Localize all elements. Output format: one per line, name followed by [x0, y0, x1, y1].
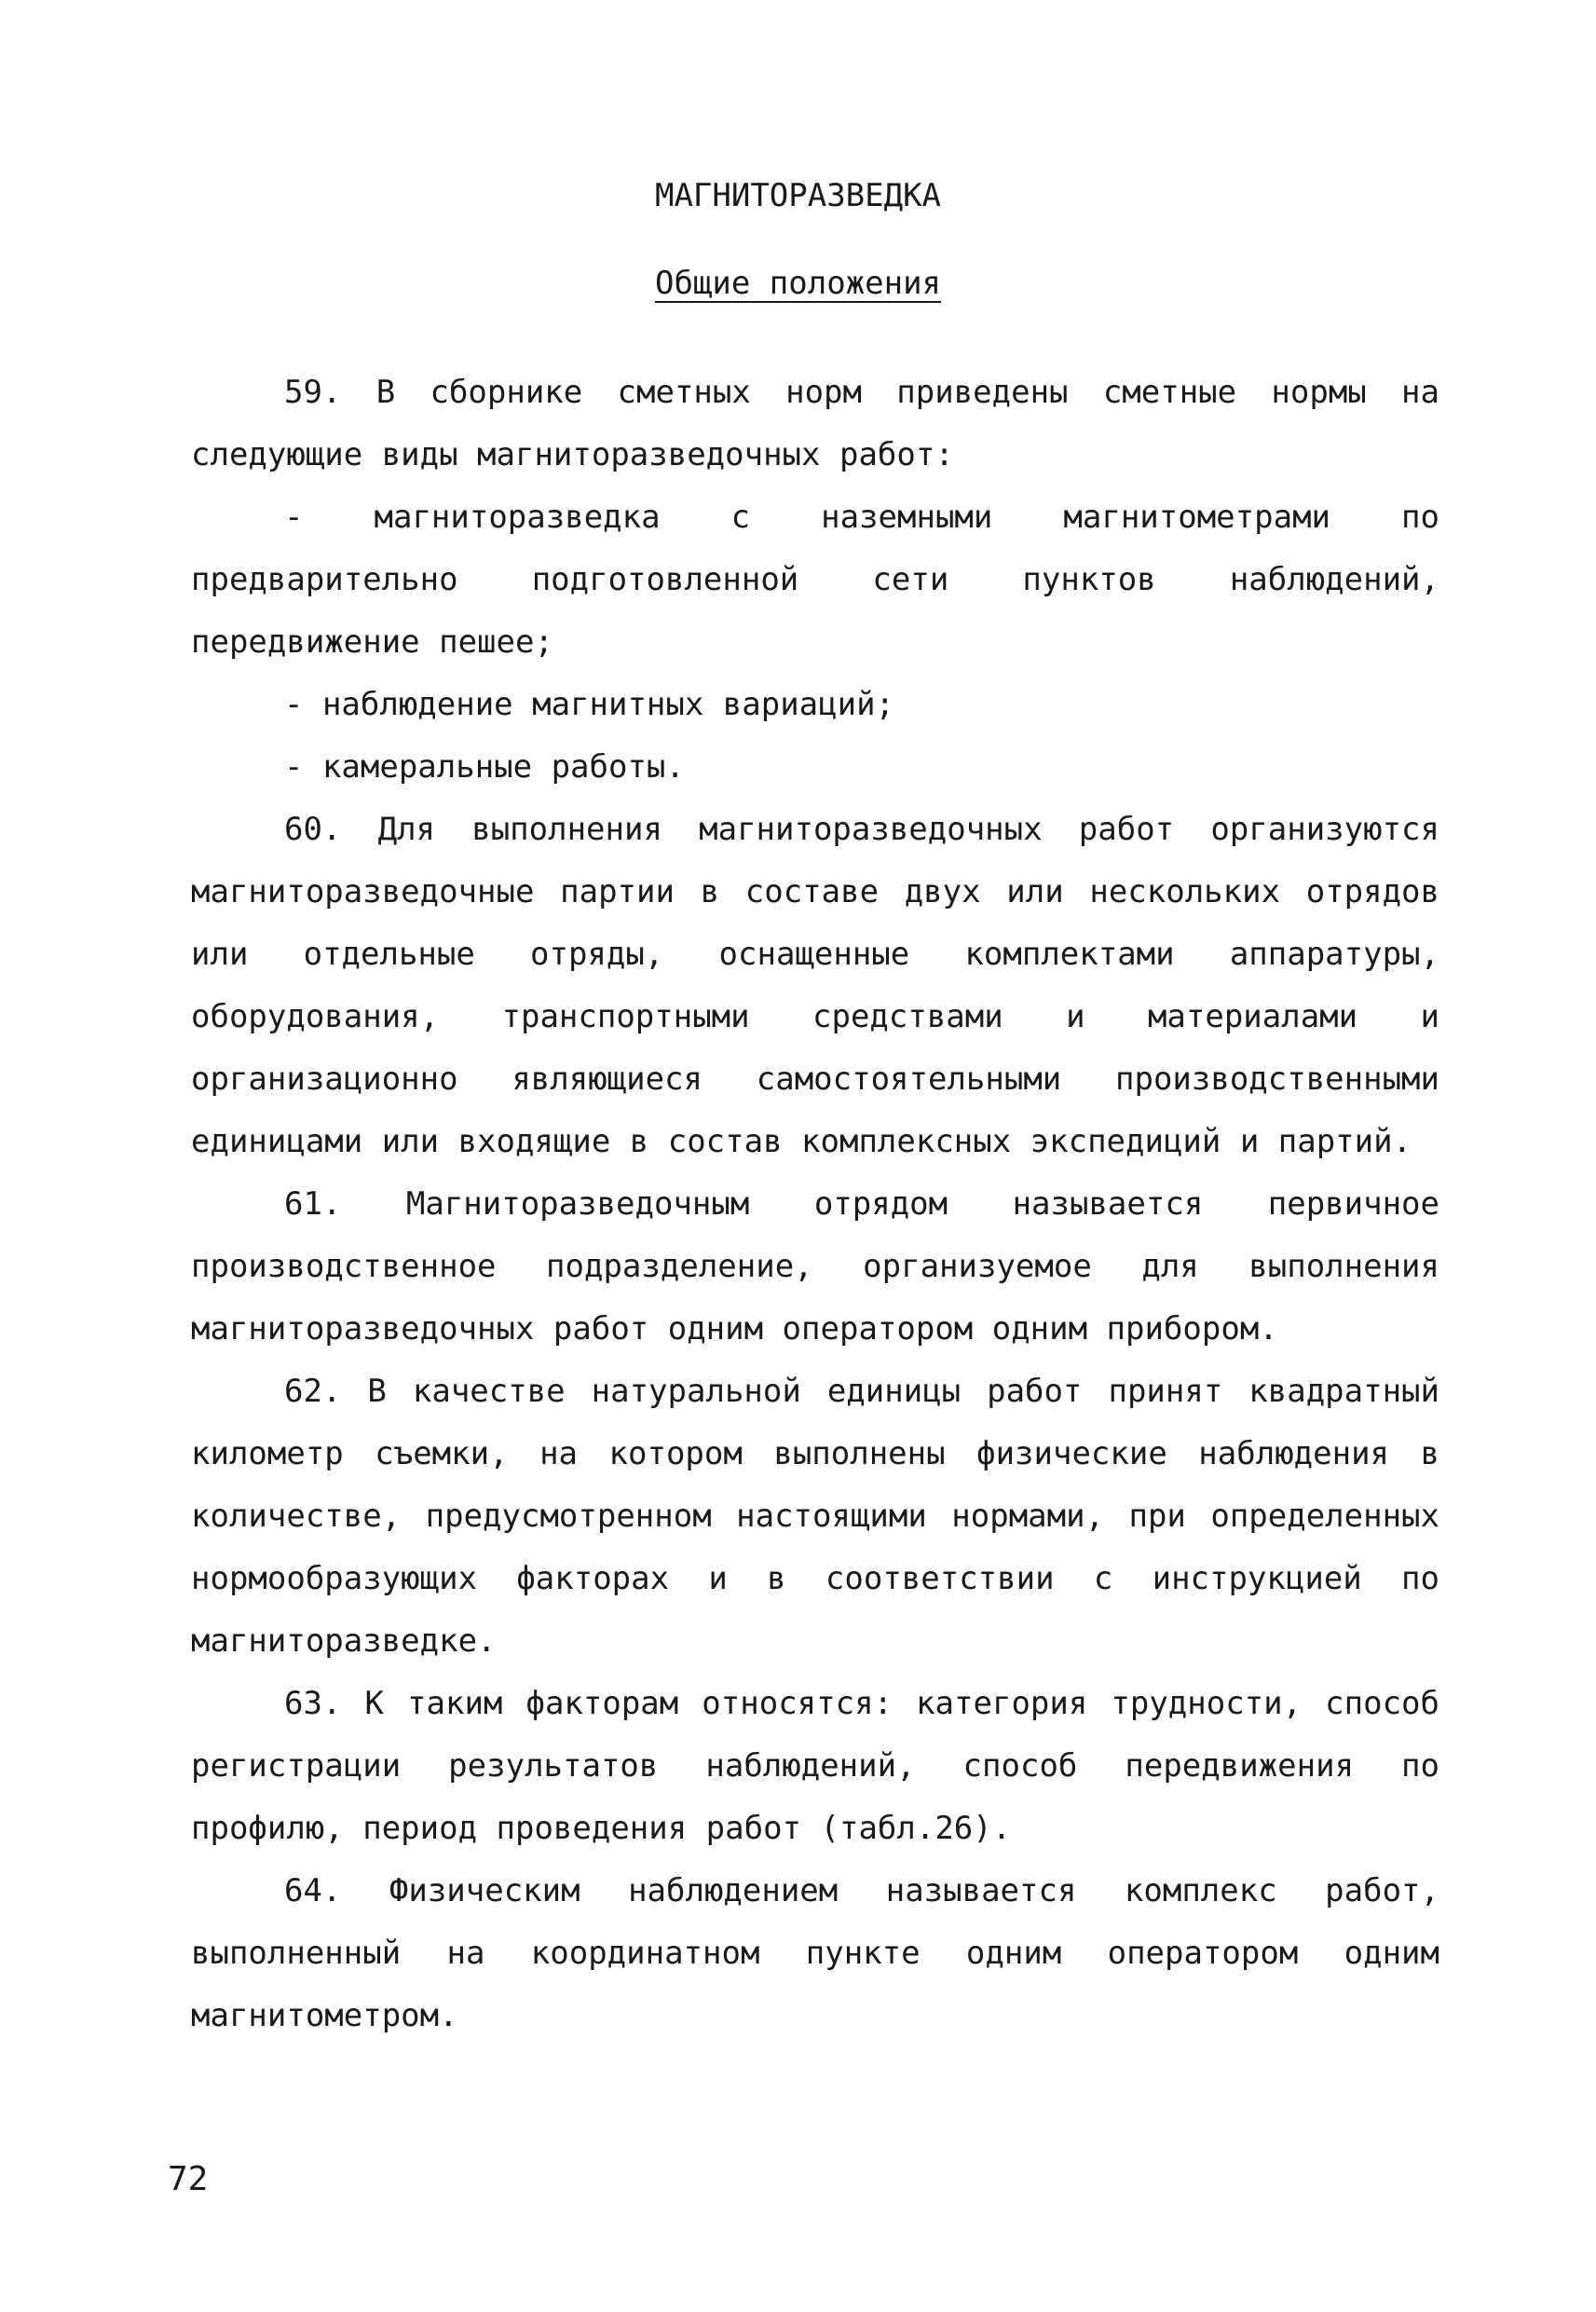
page-title: МАГНИТОРАЗВЕДКА — [654, 177, 942, 214]
document-body — [191, 362, 1439, 2047]
section-subtitle-text: Общие положения — [654, 265, 942, 302]
paragraph-61: 61. Магниторазведочным отрядом называется первичное производственное подразделение, организуемое для выполнения магниторазведочных работ одним оператором одним прибором. — [191, 1185, 1439, 1348]
paragraph-63: 63. К таким факторам относятся: категория трудности, способ регистрации результатов наблюдений, способ передвижения по профилю, период проведения работ (табл.26). — [191, 1685, 1439, 1847]
paragraph-60: 60. Для выполнения магниторазведочных работ организуются магниторазведочные партии в составе двух или нескольких отрядов или отдельные отряды, оснащенные комплектами аппаратуры, оборудования, транспортными средствами и материалами и организационно являющиеся самостоятельными производственными единицами или входящие в состав комплексных экспедиций и партий. — [191, 811, 1439, 1160]
list-item-office-work: - камеральные работы. — [284, 748, 685, 786]
section-subtitle — [0, 265, 1596, 302]
paragraph-59: 59. В сборнике сметных норм приведены сметные нормы на следующие виды магниторазведочных работ: — [191, 374, 1439, 473]
page-number: 72 — [168, 2160, 209, 2198]
paragraph-64: 64. Физическим наблюдением называется комплекс работ, выполненный на координатном пункте одним оператором одним магнитометром. — [191, 1872, 1439, 2034]
paragraph-62: 62. В качестве натуральной единицы работ принят квадратный километр съемки, на котором выполнены физические наблюдения в количестве, предусмотренном настоящими нормами, при определенных нормообразующих факторах и в соответствии с инструкцией по магниторазведке. — [191, 1373, 1439, 1660]
list-item-ground-survey: - магниторазведка с наземными магнитометрами по предварительно подготовленной сети пунктов наблюдений, передвижение пешее; — [191, 499, 1439, 661]
list-item-variations: - наблюдение магнитных вариаций; — [284, 686, 895, 723]
